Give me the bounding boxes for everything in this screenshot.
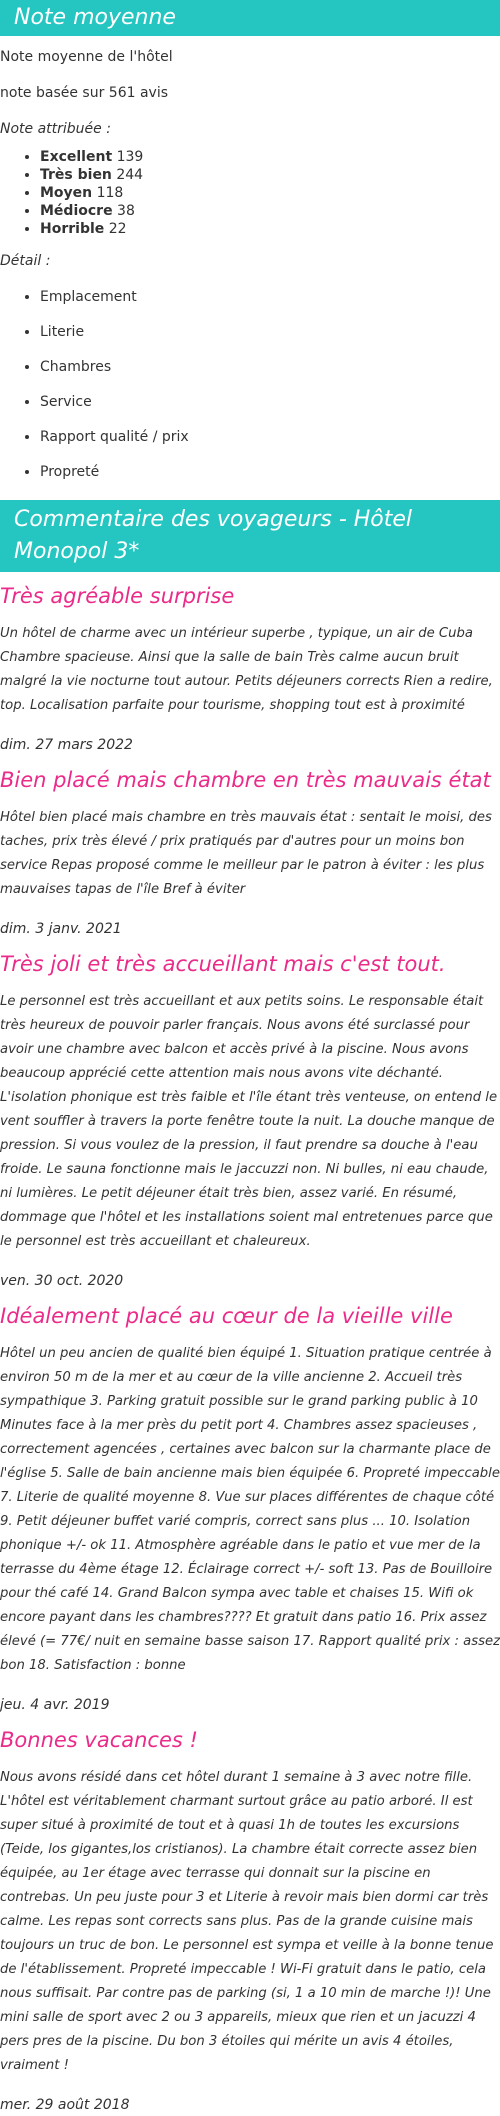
- detail-item: • Literie: [40, 315, 500, 350]
- review-title: Très agréable surprise: [0, 584, 235, 608]
- comments-heading: Commentaire des voyageurs - Hôtel Monopol 3*: [14, 507, 413, 564]
- rating-count-label: Horrible: [40, 221, 105, 237]
- review: [0, 582, 500, 756]
- review-title: Bien placé mais chambre en très mauvais état: [0, 768, 491, 792]
- review: [0, 950, 500, 1292]
- rating-count-label: Excellent: [40, 149, 113, 165]
- rating-count-value: 38: [117, 203, 135, 219]
- rating-count-value: 244: [116, 167, 144, 183]
- review: [0, 1726, 500, 2116]
- rating-count-value: 118: [96, 185, 124, 201]
- detail-list: [0, 280, 500, 490]
- review-text: Hôtel bien placé mais chambre en très mauvais état : sentait le moisi, des taches, prix très élevé / prix pratiqués par d'autres pour un moins bon service Repas proposé comme le meilleur par le patron à éviter : les plus mauvaises tapas de l'île Bref à éviter: [0, 810, 492, 897]
- rating-count-item: [40, 184, 500, 202]
- review-title: Bonnes vacances !: [0, 1728, 198, 1752]
- note-moyenne-heading: Note moyenne: [14, 5, 176, 30]
- review-date: dim. 3 janv. 2021: [0, 921, 122, 937]
- review-title: Très joli et très accueillant mais c'est tout.: [0, 952, 446, 976]
- detail-label: Détail :: [0, 253, 51, 269]
- rating-count-item: [40, 220, 500, 238]
- reviews-count: note basée sur 561 avis: [0, 85, 169, 101]
- rating-count-label: Médiocre: [40, 203, 113, 219]
- review-text: Le personnel est très accueillant et aux petits soins. Le responsable était très heureux de pouvoir parler français. Nous avons été surclassé pour avoir une chambre avec balcon et accès privé à la piscine. Nous avons beaucoup apprécié cette attention mais nous avons vite déchanté. L'isolation phonique est très faible et l'île étant très venteuse, on entend le vent souffler à travers la porte fenêtre toute la nuit. La douche manque de pression. Si vous voulez de la pression, il faut prendre sa douche à l'eau froide. Le sauna fonctionne mais le jaccuzzi non. Ni bulles, ni eau chaude, ni lumières. Le petit déjeuner était très bien, assez varié. En résumé, dommage que l'hôtel et les installations soient mal entretenues parce que le personnel est très accueillant et chaleureux.: [0, 994, 498, 1249]
- review-list: [0, 582, 500, 2116]
- review-date: dim. 27 mars 2022: [0, 737, 133, 753]
- rating-count-label: Moyen: [40, 185, 93, 201]
- review-text: Nous avons résidé dans cet hôtel durant 1 semaine à 3 avec notre fille. L'hôtel est véritablement charmant surtout grâce au patio arboré. Il est super situé à proximité de tout et à quasi 1h de toutes les excursions (Teide, los gigantes,los cristianos). La chambre était correcte assez bien équipée, au 1er étage avec terrasse qui donnait sur la piscine en contrebas. Un peu juste pour 3 et Literie à revoir mais bien dormi car très calme. Les repas sont corrects sans plus. Pas de la grande cuisine mais toujours un truc de bon. Le personnel est sympa et veille à la bonne tenue de l'établissement. Propreté impeccable ! Wi-Fi gratuit dans le patio, cela nous suffisait. Par contre pas de parking (si, 1 a 10 min de marche !)! Une mini salle de sport avec 2 ou 3 appareils, mieux que rien et un jacuzzi 4 pers pres de la piscine. Du bon 3 étoiles qui mérite un avis 4 étoiles, vraiment !: [0, 1770, 494, 2073]
- review-text: Un hôtel de charme avec un intérieur superbe , typique, un air de Cuba Chambre spacieuse. Ainsi que la salle de bain Très calme aucun bruit malgré la vie nocturne tout autour. Petits déjeuners corrects Rien a redire, top. Localisation parfaite pour tourisme, shopping tout est à proximité: [0, 626, 493, 713]
- review: [0, 766, 500, 940]
- detail-item: • Rapport qualité / prix: [40, 420, 500, 455]
- comments-banner: [0, 500, 500, 572]
- rating-block: [0, 36, 500, 490]
- review-date: mer. 29 août 2018: [0, 2097, 130, 2113]
- detail-item: • Emplacement: [40, 280, 500, 315]
- detail-item: • Service: [40, 385, 500, 420]
- note-attribuee-label: Note attribuée :: [0, 121, 111, 137]
- note-moyenne-banner: [0, 0, 500, 36]
- review-date: ven. 30 oct. 2020: [0, 1273, 124, 1289]
- rating-count-item: [40, 202, 500, 220]
- rating-subtitle: Note moyenne de l'hôtel: [0, 49, 173, 65]
- review-title: Idéalement placé au cœur de la vieille ville: [0, 1304, 453, 1328]
- detail-item: • Chambres: [40, 350, 500, 385]
- review: [0, 1302, 500, 1716]
- rating-count-value: 22: [108, 221, 127, 237]
- rating-counts-list: [0, 148, 500, 238]
- review-text: Hôtel un peu ancien de qualité bien équipé 1. Situation pratique centrée à environ 50 m de la mer et au cœur de la ville ancienne 2. Accueil très sympathique 3. Parking gratuit possible sur le grand parking public à 10 Minutes face à la mer près du petit port 4. Chambres assez spacieuses , correctement agencées , certaines avec balcon sur la charmante place de l'église 5. Salle de bain ancienne mais bien équipée 6. Propreté impeccable 7. Literie de qualité moyenne 8. Vue sur places différentes de chaque côté 9. Petit déjeuner buffet varié compris, correct sans plus ... 10. Isolation phonique +/- ok 11. Atmosphère agréable dans le patio et vue mer de la terrasse du 4ème étage 12. Éclairage correct +/- soft 13. Pas de Bouilloire pour thé café 14. Grand Balcon sympa avec table et chaises 15. Wifi ok encore payant dans les chambres???? Et gratuit dans patio 16. Prix assez élevé (= 77€/ nuit en semaine basse saison 17. Rapport qualité prix : assez bon 18. Satisfaction : bonne: [0, 1346, 500, 1673]
- rating-count-item: [40, 148, 500, 166]
- rating-count-label: Très bien: [40, 167, 112, 183]
- rating-count-item: [40, 166, 500, 184]
- rating-count-value: 139: [116, 149, 144, 165]
- detail-item: • Propreté: [40, 455, 500, 490]
- review-date: jeu. 4 avr. 2019: [0, 1697, 110, 1713]
